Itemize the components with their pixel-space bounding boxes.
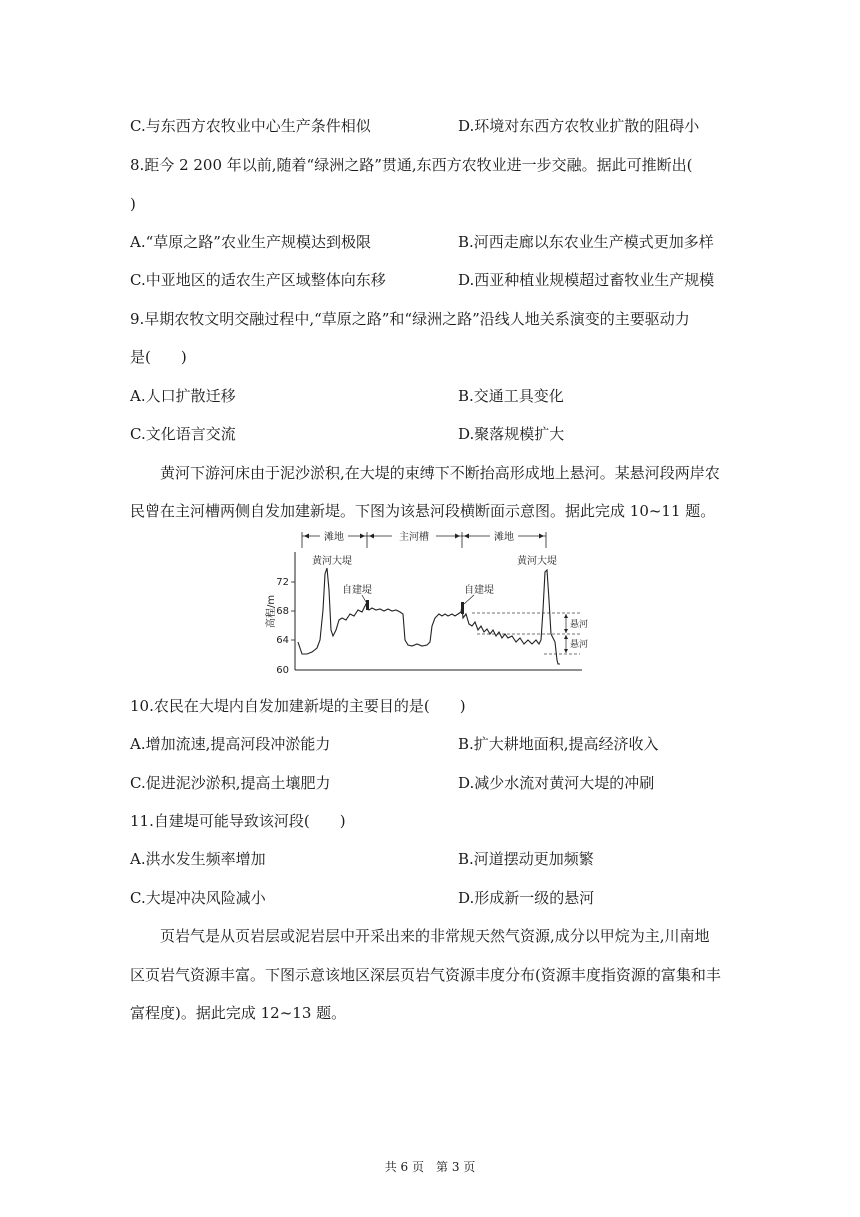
q8-option-c: C.中亚地区的适农生产区域整体向东移 <box>130 271 386 289</box>
y-tick-64: 64 <box>276 635 289 646</box>
q8-stem-line1: 8.距今 2 200 年以前,随着“绿洲之路”贯通,东西方农牧业进一步交融。据此可推断出( <box>130 156 693 174</box>
q11-stem: 11.自建堤可能导致该河段( ) <box>130 812 346 830</box>
q8-stem-line2: ) <box>130 195 136 213</box>
label-tandi-right: 滩地 <box>494 532 514 543</box>
label-self-dike-left: 自建堤 <box>342 585 372 596</box>
q11-option-b: B.河道摆动更加频繁 <box>458 850 594 868</box>
label-xuanhe-upper: 悬河 <box>570 620 589 630</box>
q10-option-c: C.促进泥沙淤积,提高土壤肥力 <box>130 774 331 792</box>
q8-option-d: D.西亚种植业规模超过畜牧业生产规模 <box>458 271 715 289</box>
q9-stem-line1: 9.早期农牧文明交融过程中,“草原之路”和“绿洲之路”沿线人地关系演变的主要驱动力 <box>130 310 690 328</box>
q11-option-a: A.洪水发生频率增加 <box>130 850 266 868</box>
label-main-channel: 主河槽 <box>399 532 429 543</box>
q9-option-c: C.文化语言交流 <box>130 425 236 443</box>
q10-option-d: D.减少水流对黄河大堤的冲刷 <box>458 774 655 792</box>
q9-option-a: A.人口扩散迁移 <box>130 387 236 405</box>
label-xuanhe-lower: 悬河 <box>570 640 589 650</box>
passage2-line1: 页岩气是从页岩层或泥岩层中开采出来的非常规天然气资源,成分以甲烷为主,川南地 <box>160 927 710 945</box>
label-dike-left: 黄河大堤 <box>312 556 352 567</box>
q7-option-d: D.环境对东西方农牧业扩散的阻碍小 <box>458 117 700 135</box>
q11-option-c: C.大堤冲决风险减小 <box>130 889 266 907</box>
passage1-line2: 民曾在主河槽两侧自发加建新堤。下图为该悬河段横断面示意图。据此完成 10~11 题。 <box>130 502 716 520</box>
label-self-dike-right: 自建堤 <box>464 585 494 596</box>
q10-stem: 10.农民在大堤内自发加建新堤的主要目的是( ) <box>130 697 466 715</box>
passage2-line3: 富程度)。据此完成 12~13 题。 <box>130 1004 347 1022</box>
y-tick-72: 72 <box>276 577 289 588</box>
q7-option-c: C.与东西方农牧业中心生产条件相似 <box>130 117 371 135</box>
passage2-line2: 区页岩气资源丰富。下图示意该地区深层页岩气资源丰度分布(资源丰度指资源的富集和丰 <box>130 966 721 984</box>
y-tick-60: 60 <box>276 665 289 676</box>
label-tandi-left: 滩地 <box>324 532 344 543</box>
q9-option-d: D.聚落规模扩大 <box>458 425 565 443</box>
passage1-line1: 黄河下游河床由于泥沙淤积,在大堤的束缚下不断抬高形成地上悬河。某悬河段两岸农 <box>160 464 720 482</box>
q9-option-b: B.交通工具变化 <box>458 387 564 405</box>
river-cross-section-figure <box>262 530 602 678</box>
page-footer: 共 6 页 第 3 页 <box>384 1160 476 1174</box>
q10-option-b: B.扩大耕地面积,提高经济收入 <box>458 735 659 753</box>
y-tick-68: 68 <box>276 606 289 617</box>
q11-option-d: D.形成新一级的悬河 <box>458 889 595 907</box>
q10-option-a: A.增加流速,提高河段冲淤能力 <box>130 735 331 753</box>
q9-stem-line2: 是( ) <box>130 348 187 366</box>
q8-option-a: A.“草原之路”农业生产规模达到极限 <box>130 233 371 251</box>
y-axis-label: 高程/m <box>266 594 277 628</box>
label-dike-right: 黄河大堤 <box>517 556 557 567</box>
q8-option-b: B.河西走廊以东农业生产模式更加多样 <box>458 233 714 251</box>
